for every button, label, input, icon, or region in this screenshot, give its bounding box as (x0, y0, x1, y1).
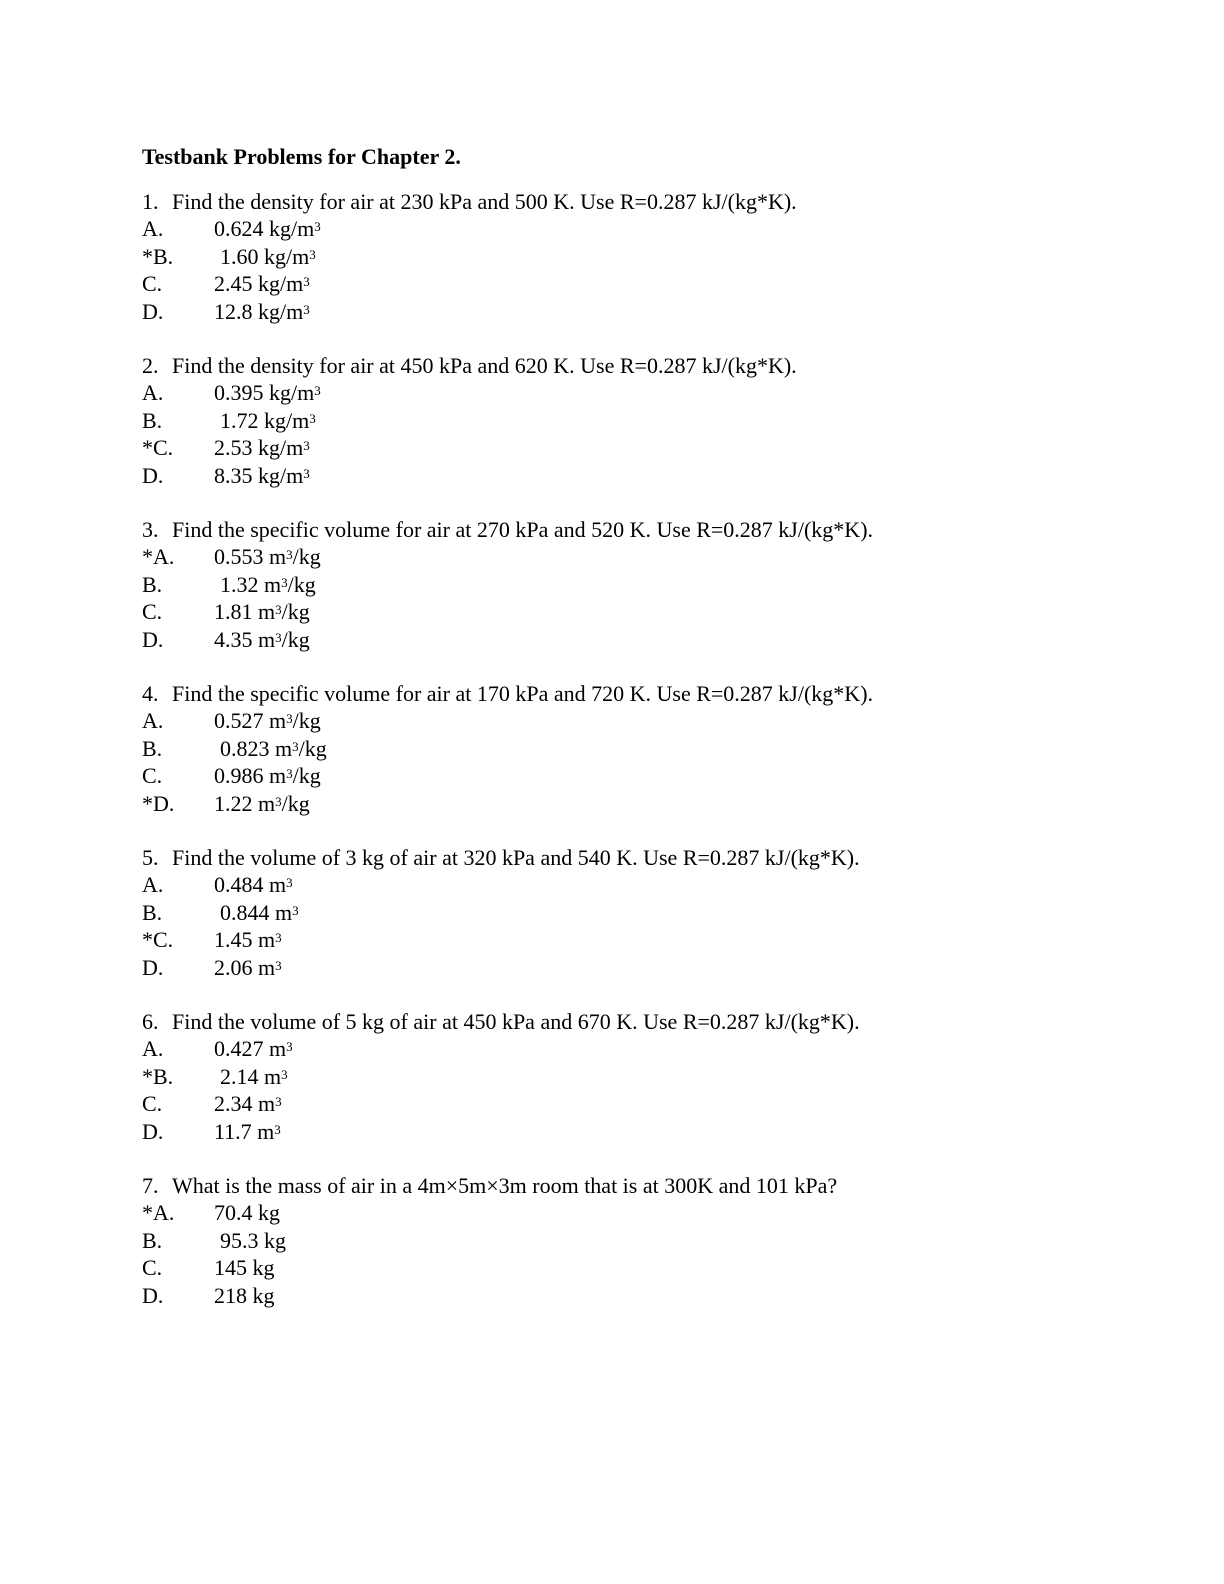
option-letter: C. (142, 763, 163, 789)
answer-option (142, 790, 1142, 817)
option-letter: B. (142, 1227, 163, 1253)
option-letter: B. (142, 735, 163, 761)
option-superscript: 3 (275, 602, 282, 618)
option-value: 1.60 kg/m (220, 243, 310, 269)
answer-option (142, 626, 1142, 653)
option-superscript: 3 (281, 574, 288, 590)
option-letter: *B. (142, 1063, 174, 1089)
option-superscript: 3 (275, 930, 282, 946)
option-value: 1.81 m (214, 599, 276, 625)
answer-option (142, 1090, 1142, 1117)
option-value: 0.624 kg/m (214, 216, 315, 242)
option-suffix: /kg (281, 626, 310, 652)
answer-option (142, 379, 1142, 406)
option-value: 70.4 kg (214, 1200, 280, 1226)
question-number: 3. (142, 517, 159, 542)
option-letter: D. (142, 954, 164, 980)
option-value: 1.32 m (220, 571, 282, 597)
question-text: Find the specific volume for air at 170 kPa and 720 K. Use R=0.287 kJ/(kg*K). (172, 681, 874, 706)
answer-option (142, 1035, 1142, 1062)
option-value: 2.45 kg/m (214, 271, 304, 297)
answer-option (142, 434, 1142, 461)
option-suffix: /kg (292, 763, 321, 789)
question-text: Find the density for air at 450 kPa and 620 K. Use R=0.287 kJ/(kg*K). (172, 353, 797, 378)
option-value: 0.395 kg/m (214, 380, 315, 406)
document-title: Testbank Problems for Chapter 2. (142, 144, 461, 169)
option-letter: D. (142, 1282, 164, 1308)
option-superscript: 3 (275, 793, 282, 809)
option-superscript: 3 (292, 902, 299, 918)
answer-option (142, 1063, 1142, 1090)
option-value: 0.484 m (214, 872, 287, 898)
option-letter: *B. (142, 243, 174, 269)
question-number: 6. (142, 1009, 159, 1034)
question-number: 4. (142, 681, 159, 706)
answer-option (142, 543, 1142, 570)
option-value: 2.34 m (214, 1091, 276, 1117)
option-suffix: /kg (292, 544, 321, 570)
option-value: 145 kg (214, 1255, 275, 1281)
option-superscript: 3 (309, 246, 316, 262)
option-letter: *C. (142, 435, 174, 461)
option-letter: *A. (142, 544, 175, 570)
option-superscript: 3 (303, 274, 310, 290)
option-letter: C. (142, 599, 163, 625)
question-number: 1. (142, 189, 159, 214)
answer-option (142, 462, 1142, 489)
option-superscript: 3 (286, 547, 293, 563)
option-suffix: /kg (281, 599, 310, 625)
option-value: 2.06 m (214, 954, 276, 980)
option-superscript: 3 (303, 438, 310, 454)
option-value: 218 kg (214, 1282, 275, 1308)
option-letter: A. (142, 380, 164, 406)
option-value: 0.527 m (214, 708, 287, 734)
option-letter: D. (142, 462, 164, 488)
option-superscript: 3 (314, 219, 321, 235)
question-7 (142, 1172, 1142, 1309)
option-superscript: 3 (275, 957, 282, 973)
option-superscript: 3 (286, 711, 293, 727)
question-text: Find the specific volume for air at 270 kPa and 520 K. Use R=0.287 kJ/(kg*K). (172, 517, 874, 542)
answer-option (142, 762, 1142, 789)
question-stem (142, 680, 1142, 707)
option-letter: *D. (142, 790, 175, 816)
option-letter: B. (142, 899, 163, 925)
question-5 (142, 844, 1142, 981)
answer-option (142, 1199, 1142, 1226)
option-value: 2.14 m (220, 1063, 282, 1089)
option-value: 2.53 kg/m (214, 435, 304, 461)
option-superscript: 3 (281, 1066, 288, 1082)
option-letter: B. (142, 571, 163, 597)
option-value: 1.72 kg/m (220, 407, 310, 433)
option-value: 1.45 m (214, 927, 276, 953)
option-value: 0.427 m (214, 1036, 287, 1062)
question-number: 2. (142, 353, 159, 378)
option-suffix: /kg (298, 735, 327, 761)
answer-option (142, 899, 1142, 926)
answer-option (142, 954, 1142, 981)
answer-option (142, 215, 1142, 242)
question-stem (142, 1172, 1142, 1199)
answer-option (142, 871, 1142, 898)
option-letter: *A. (142, 1200, 175, 1226)
option-suffix: /kg (281, 790, 310, 816)
answer-option (142, 1118, 1142, 1145)
question-4 (142, 680, 1142, 817)
option-superscript: 3 (286, 875, 293, 891)
option-superscript: 3 (286, 766, 293, 782)
option-value: 4.35 m (214, 626, 276, 652)
option-letter: C. (142, 1091, 163, 1117)
question-3 (142, 516, 1142, 653)
option-letter: C. (142, 1255, 163, 1281)
option-superscript: 3 (292, 738, 299, 754)
option-letter: A. (142, 872, 164, 898)
answer-option (142, 598, 1142, 625)
option-value: 0.823 m (220, 735, 293, 761)
question-1 (142, 188, 1142, 325)
option-letter: D. (142, 298, 164, 324)
question-stem (142, 352, 1142, 379)
option-value: 0.986 m (214, 763, 287, 789)
answer-option (142, 1227, 1142, 1254)
question-number: 5. (142, 845, 159, 870)
option-letter: C. (142, 271, 163, 297)
question-text: What is the mass of air in a 4m×5m×3m room that is at 300K and 101 kPa? (172, 1173, 838, 1198)
question-text: Find the volume of 3 kg of air at 320 kPa and 540 K. Use R=0.287 kJ/(kg*K). (172, 845, 860, 870)
answer-option (142, 571, 1142, 598)
option-superscript: 3 (303, 301, 310, 317)
question-2 (142, 352, 1142, 489)
answer-option (142, 298, 1142, 325)
question-text: Find the density for air at 230 kPa and 500 K. Use R=0.287 kJ/(kg*K). (172, 189, 797, 214)
option-superscript: 3 (303, 465, 310, 481)
option-value: 11.7 m (214, 1118, 275, 1144)
option-value: 8.35 kg/m (214, 462, 304, 488)
answer-option (142, 270, 1142, 297)
answer-option (142, 243, 1142, 270)
question-stem (142, 1008, 1142, 1035)
option-letter: A. (142, 708, 164, 734)
option-letter: A. (142, 216, 164, 242)
question-stem (142, 188, 1142, 215)
option-letter: B. (142, 407, 163, 433)
option-suffix: /kg (287, 571, 316, 597)
answer-option (142, 707, 1142, 734)
answer-option (142, 926, 1142, 953)
question-6 (142, 1008, 1142, 1145)
option-superscript: 3 (275, 1094, 282, 1110)
option-superscript: 3 (309, 410, 316, 426)
answer-option (142, 1282, 1142, 1309)
answer-option (142, 407, 1142, 434)
option-superscript: 3 (286, 1039, 293, 1055)
answer-option (142, 1254, 1142, 1281)
option-value: 1.22 m (214, 790, 276, 816)
question-stem (142, 844, 1142, 871)
option-value: 12.8 kg/m (214, 298, 304, 324)
question-stem (142, 516, 1142, 543)
option-letter: A. (142, 1036, 164, 1062)
option-superscript: 3 (275, 629, 282, 645)
answer-option (142, 735, 1142, 762)
option-superscript: 3 (314, 383, 321, 399)
option-value: 0.553 m (214, 544, 287, 570)
option-letter: D. (142, 626, 164, 652)
option-value: 0.844 m (220, 899, 293, 925)
option-superscript: 3 (274, 1121, 281, 1137)
question-text: Find the volume of 5 kg of air at 450 kPa and 670 K. Use R=0.287 kJ/(kg*K). (172, 1009, 860, 1034)
option-letter: *C. (142, 927, 174, 953)
option-value: 95.3 kg (220, 1227, 286, 1253)
question-number: 7. (142, 1173, 159, 1198)
option-suffix: /kg (292, 708, 321, 734)
option-letter: D. (142, 1118, 164, 1144)
